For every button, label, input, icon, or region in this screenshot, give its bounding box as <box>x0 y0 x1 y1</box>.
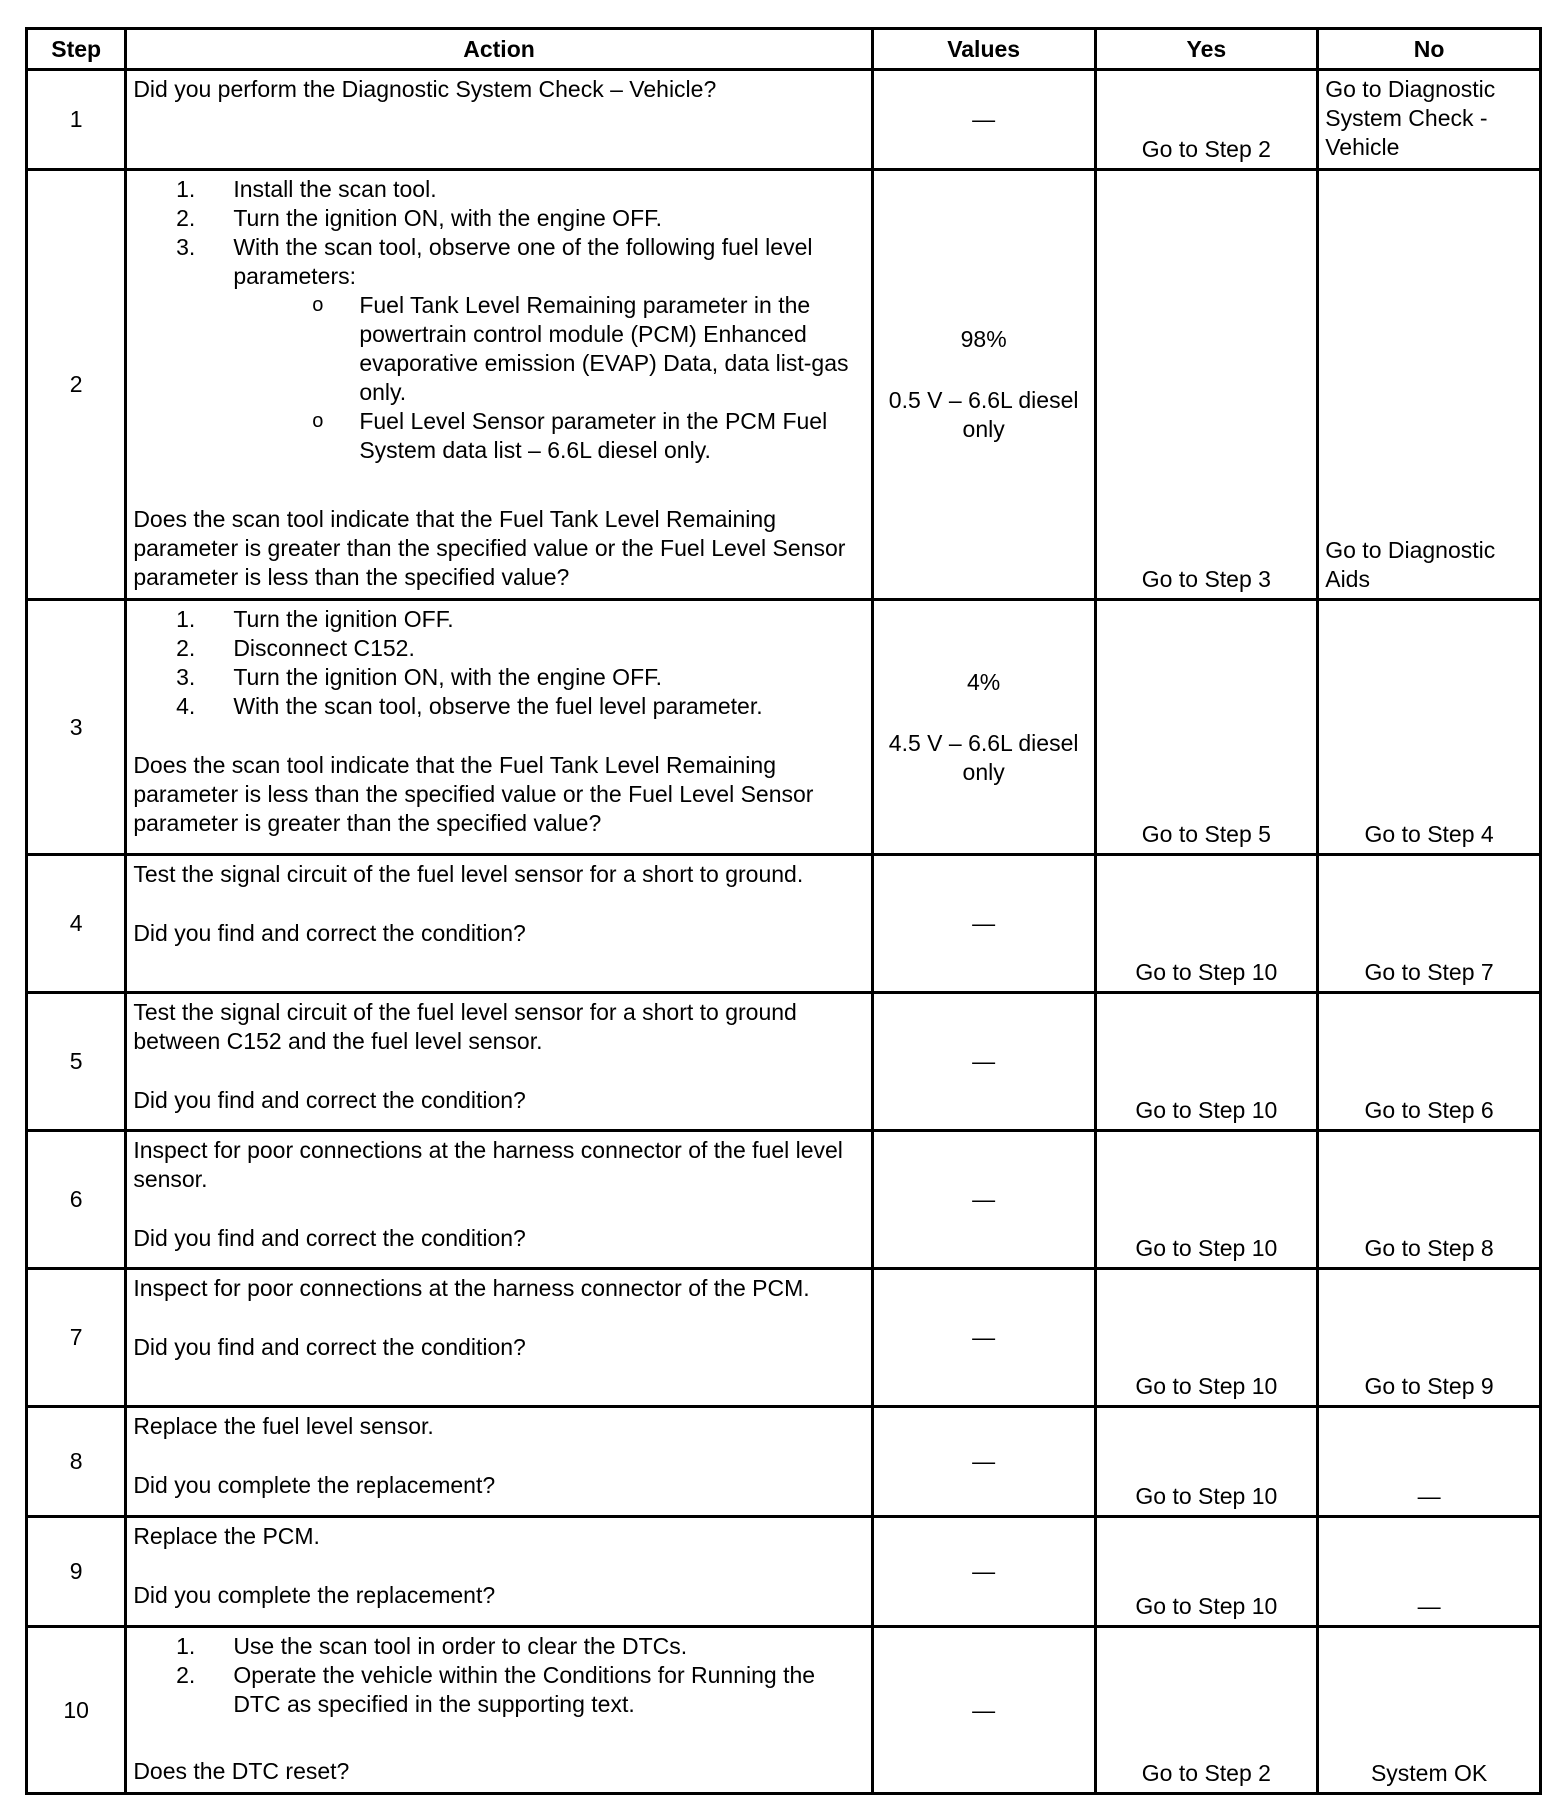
step-number: 4 <box>27 855 126 993</box>
header-yes: Yes <box>1095 29 1318 70</box>
no-cell: Go to Diagnostic Aids <box>1318 170 1541 600</box>
list-item: 1. Use the scan tool in order to clear the DTCs. <box>176 1633 688 1659</box>
yes-cell: Go to Step 10 <box>1095 855 1318 993</box>
action-text: Did you perform the Diagnostic System Check – Vehicle? <box>133 76 717 102</box>
sub-list-item: o Fuel Tank Level Remaining parameter in the powertrain control module (PCM) Enhanced evaporative emission (EVAP) Data, data list-gas only. <box>312 292 849 405</box>
values-cell: — <box>872 70 1095 170</box>
yes-cell: Go to Step 10 <box>1095 993 1318 1131</box>
table-row <box>27 170 1541 600</box>
instruction-list <box>133 1632 864 1719</box>
value-primary: 4% <box>967 668 1001 695</box>
action-cell <box>126 70 872 170</box>
list-item: 2. Disconnect C152. <box>176 635 415 661</box>
action-text: Replace the PCM. <box>133 1523 320 1549</box>
step-number: 2 <box>27 170 126 600</box>
values-cell: — <box>872 1269 1095 1407</box>
list-item: 2. Operate the vehicle within the Conditions for Running the DTC as specified in the supporting text. <box>176 1662 816 1717</box>
table-row <box>27 855 1541 993</box>
yes-cell: Go to Step 10 <box>1095 1407 1318 1517</box>
step-number: 3 <box>27 600 126 855</box>
yes-cell: Go to Step 5 <box>1095 600 1318 855</box>
question-text: Did you find and correct the condition? <box>133 1087 526 1113</box>
value-primary: 98% <box>960 326 1007 352</box>
action-text: Replace the fuel level sensor. <box>133 1413 434 1439</box>
action-cell <box>126 170 872 600</box>
no-cell: Go to Step 9 <box>1318 1269 1541 1407</box>
question-text: Did you find and correct the condition? <box>133 1334 526 1360</box>
values-cell: — <box>872 1627 1095 1794</box>
values-cell: — <box>872 1517 1095 1627</box>
step-number: 5 <box>27 993 126 1131</box>
question-text: Does the scan tool indicate that the Fuel Tank Level Remaining parameter is less than the specified value or the Fuel Level Sensor parameter is greater than the specified value? <box>133 752 814 836</box>
step-number: 9 <box>27 1517 126 1627</box>
list-item: 1. Install the scan tool. <box>176 176 437 202</box>
values-cell <box>872 170 1095 600</box>
action-cell <box>126 600 872 855</box>
no-text: Go to Diagnostic System Check - Vehicle <box>1325 76 1496 160</box>
table-row <box>27 993 1541 1131</box>
question-text: Did you complete the replacement? <box>133 1582 496 1608</box>
table-row <box>27 1627 1541 1794</box>
yes-cell: Go to Step 2 <box>1095 70 1318 170</box>
yes-cell: Go to Step 10 <box>1095 1131 1318 1269</box>
step-number: 7 <box>27 1269 126 1407</box>
values-cell <box>872 600 1095 855</box>
action-cell <box>126 1131 872 1269</box>
action-text: Test the signal circuit of the fuel level sensor for a short to ground between C152 and the fuel level sensor. <box>133 999 797 1054</box>
table-row <box>27 1269 1541 1407</box>
yes-cell: Go to Step 3 <box>1095 170 1318 600</box>
list-item: 1. Turn the ignition OFF. <box>176 606 454 632</box>
table-row <box>27 1407 1541 1517</box>
question-text: Does the DTC reset? <box>133 1758 350 1784</box>
step-number: 1 <box>27 70 126 170</box>
action-text: Inspect for poor connections at the harness connector of the PCM. <box>133 1275 810 1301</box>
table-row <box>27 1131 1541 1269</box>
diagnostic-table <box>25 27 1542 1795</box>
question-text: Did you find and correct the condition? <box>133 920 526 946</box>
no-cell: Go to Step 4 <box>1318 600 1541 855</box>
action-cell <box>126 993 872 1131</box>
header-action: Action <box>126 29 872 70</box>
sub-list-item: o Fuel Level Sensor parameter in the PCM Fuel System data list – 6.6L diesel only. <box>312 408 828 463</box>
no-cell: Go to Step 6 <box>1318 993 1541 1131</box>
no-cell: — <box>1318 1407 1541 1517</box>
values-cell: — <box>872 1131 1095 1269</box>
no-cell <box>1318 70 1541 170</box>
list-item: 3. Turn the ignition ON, with the engine OFF. <box>176 664 663 690</box>
step-number: 10 <box>27 1627 126 1794</box>
no-cell: Go to Step 7 <box>1318 855 1541 993</box>
instruction-list <box>133 605 864 721</box>
values-cell: — <box>872 855 1095 993</box>
list-item: 4. With the scan tool, observe the fuel level parameter. <box>176 693 763 719</box>
action-cell <box>126 1269 872 1407</box>
action-cell <box>126 1627 872 1794</box>
step-number: 6 <box>27 1131 126 1269</box>
value-diesel: 4.5 V – 6.6L diesel only <box>888 729 1079 785</box>
yes-cell: Go to Step 2 <box>1095 1627 1318 1794</box>
question-text: Did you complete the replacement? <box>133 1472 496 1498</box>
values-cell: — <box>872 993 1095 1131</box>
action-text: Test the signal circuit of the fuel level sensor for a short to ground. <box>133 861 804 887</box>
header-no: No <box>1318 29 1541 70</box>
header-row <box>27 29 1541 70</box>
table-row <box>27 1517 1541 1627</box>
action-text: Inspect for poor connections at the harness connector of the fuel level sensor. <box>133 1137 843 1192</box>
no-cell: Go to Step 8 <box>1318 1131 1541 1269</box>
instruction-list <box>133 175 864 291</box>
question-text: Does the scan tool indicate that the Fuel Tank Level Remaining parameter is greater than the specified value or the Fuel Level Sensor parameter is less than the specified value? <box>133 506 846 590</box>
action-cell <box>126 1517 872 1627</box>
no-cell: — <box>1318 1517 1541 1627</box>
value-diesel: 0.5 V – 6.6L diesel only <box>888 387 1079 442</box>
table-row <box>27 70 1541 170</box>
yes-cell: Go to Step 10 <box>1095 1269 1318 1407</box>
no-cell: System OK <box>1318 1627 1541 1794</box>
list-item: 2. Turn the ignition ON, with the engine OFF. <box>176 205 663 231</box>
sub-list <box>133 291 864 465</box>
header-values: Values <box>872 29 1095 70</box>
action-cell <box>126 855 872 993</box>
values-cell: — <box>872 1407 1095 1517</box>
list-item: 3. With the scan tool, observe one of the following fuel level parameters: <box>176 234 813 289</box>
yes-cell: Go to Step 10 <box>1095 1517 1318 1627</box>
step-number: 8 <box>27 1407 126 1517</box>
header-step: Step <box>27 29 126 70</box>
action-cell <box>126 1407 872 1517</box>
question-text: Did you find and correct the condition? <box>133 1225 526 1251</box>
table-row <box>27 600 1541 855</box>
